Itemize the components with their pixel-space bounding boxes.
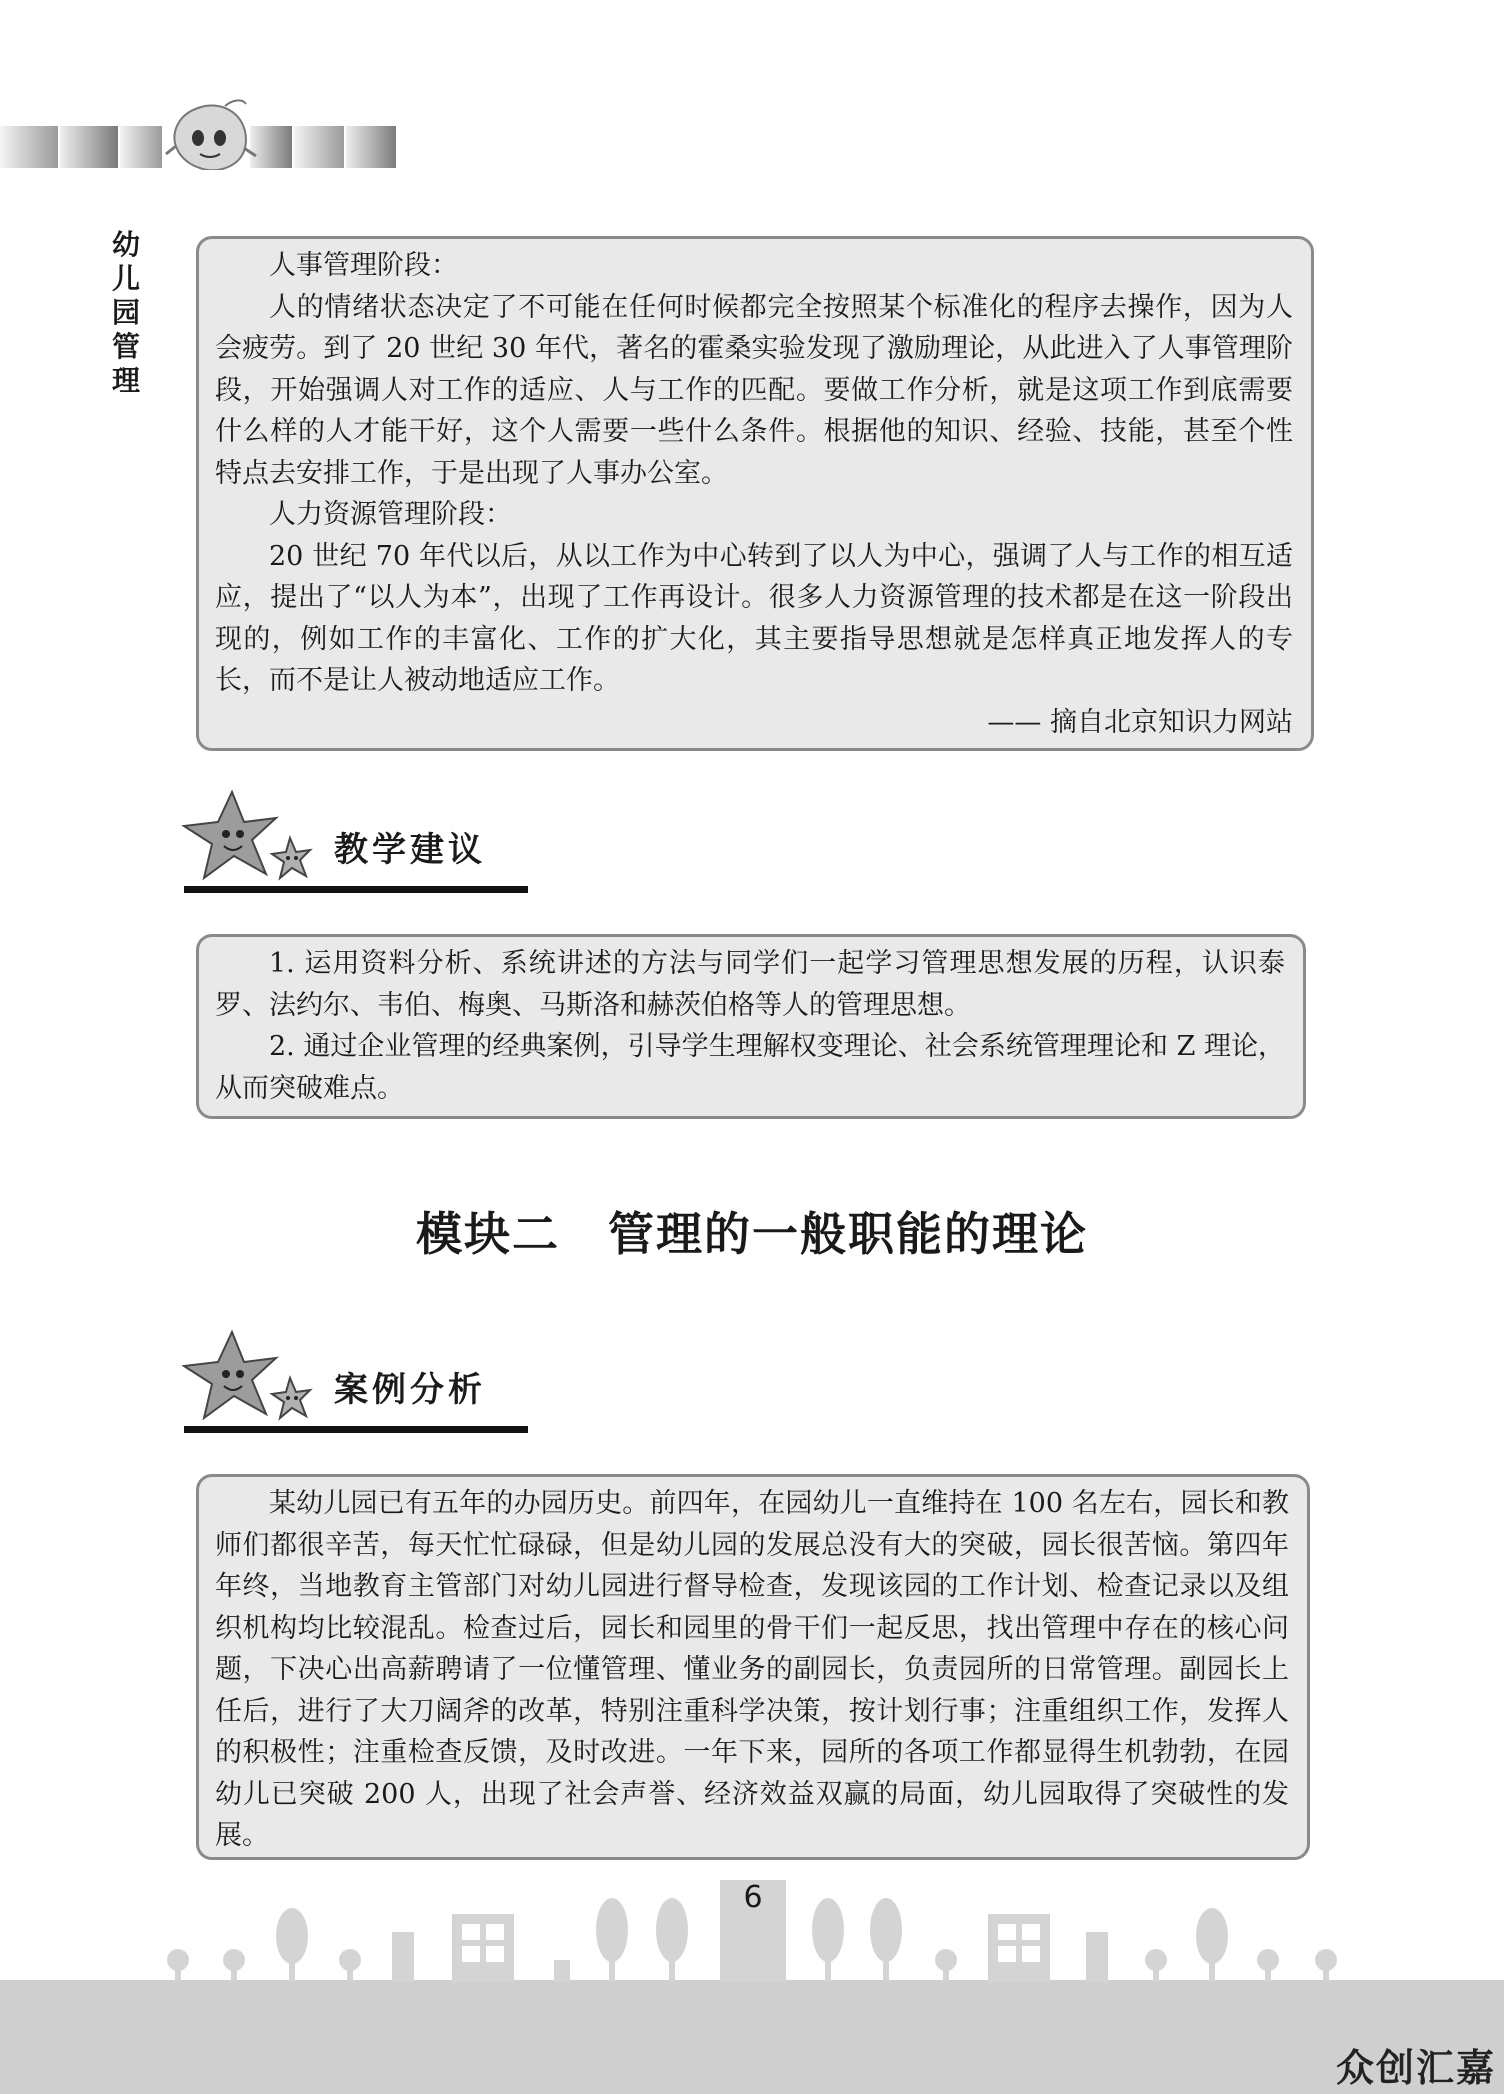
section-rule xyxy=(184,1426,528,1433)
paragraph: 2. 通过企业管理的经典案例，引导学生理解权变理论、社会系统管理理论和 Z 理论，从而突破难点。 xyxy=(215,1031,1285,1104)
header-decoration xyxy=(0,98,400,170)
book-title-vertical xyxy=(108,228,144,398)
module-title: 模块二 管理的一般职能的理论 xyxy=(416,1207,1088,1261)
teaching-advice-box xyxy=(196,934,1306,1119)
section-title: 教学建议 xyxy=(334,830,486,870)
section-title: 案例分析 xyxy=(334,1370,486,1410)
section-rule xyxy=(184,886,528,893)
book-title-char: 儿 xyxy=(111,262,140,295)
paragraph: 1. 运用资料分析、系统讲述的方法与同学们一起学习管理思想发展的历程，认识泰罗、法约尔、韦伯、梅奥、马斯洛和赫茨伯格等人的管理思想。 xyxy=(215,948,1285,1021)
mascot-icon xyxy=(166,100,256,170)
paragraph: 人力资源管理阶段： xyxy=(269,499,512,530)
book-title-char: 管 xyxy=(111,330,140,363)
page-number: 6 xyxy=(743,1880,763,1915)
case-analysis-box xyxy=(196,1474,1310,1860)
section-header-teaching-advice xyxy=(180,784,530,904)
paragraph: 某幼儿园已有五年的办园历史。前四年，在园幼儿一直维持在 100 名左右，园长和教师们都很辛苦，每天忙忙碌碌，但是幼儿园的发展总没有大的突破，园长很苦恼。第四年年终，当地教育主管部门对幼儿园进行督导检查，发现该园的工作计划、检查记录以及组织机构均比较混乱。检查过后，园长和园里的骨干们一起反思，找出管理中存在的核心问题，下决心出高薪聘请了一位懂管理、懂业务的副园长，负责园所的日常管理。副园长上任后，进行了大刀阔斧的改革，特别注重科学决策，按计划行事；注重组织工作，发挥人的积极性；注重检查反馈，及时改进。一年下来，园所的各项工作都显得生机勃勃，在园幼儿已突破 200 人，出现了社会声誉、经济效益双赢的局面，幼儿园取得了突破性的发展。 xyxy=(215,1488,1289,1851)
paragraph: 人的情绪状态决定了不可能在任何时候都完全按照某个标准化的程序去操作，因为人会疲劳。到了 20 世纪 30 年代，著名的霍桑实验发现了激励理论，从此进入了人事管理阶段，开始强调人对工作的适应、人与工作的匹配。要做工作分析，就是这项工作到底需要什么样的人才能干好，这个人需要一些什么条件。根据他的知识、经验、技能，甚至个性特点去安排工作，于是出现了人事办公室。 xyxy=(215,291,1293,489)
starfish-icon xyxy=(180,1328,330,1428)
section-header-case-analysis xyxy=(180,1324,530,1444)
starfish-icon xyxy=(180,788,330,888)
source-citation: —— 摘自北京知识力网站 xyxy=(987,706,1293,738)
book-title-char: 理 xyxy=(111,364,140,397)
watermark-text: 众创汇嘉 xyxy=(1335,2046,1496,2090)
reading-box-hr-stages xyxy=(196,236,1314,751)
paragraph: 20 世纪 70 年代以后，从以工作为中心转到了以人为中心，强调了人与工作的相互适应，提出了“以人为本”，出现了工作再设计。很多人力资源管理的技术都是在这一阶段出现的，例如工作的丰富化、工作的扩大化，其主要指导思想就是怎样真正地发挥人的专长，而不是让人被动地适应工作。 xyxy=(215,540,1293,696)
paragraph: 人事管理阶段： xyxy=(269,250,458,281)
book-title-char: 幼 xyxy=(111,228,140,261)
book-title-char: 园 xyxy=(111,296,140,329)
